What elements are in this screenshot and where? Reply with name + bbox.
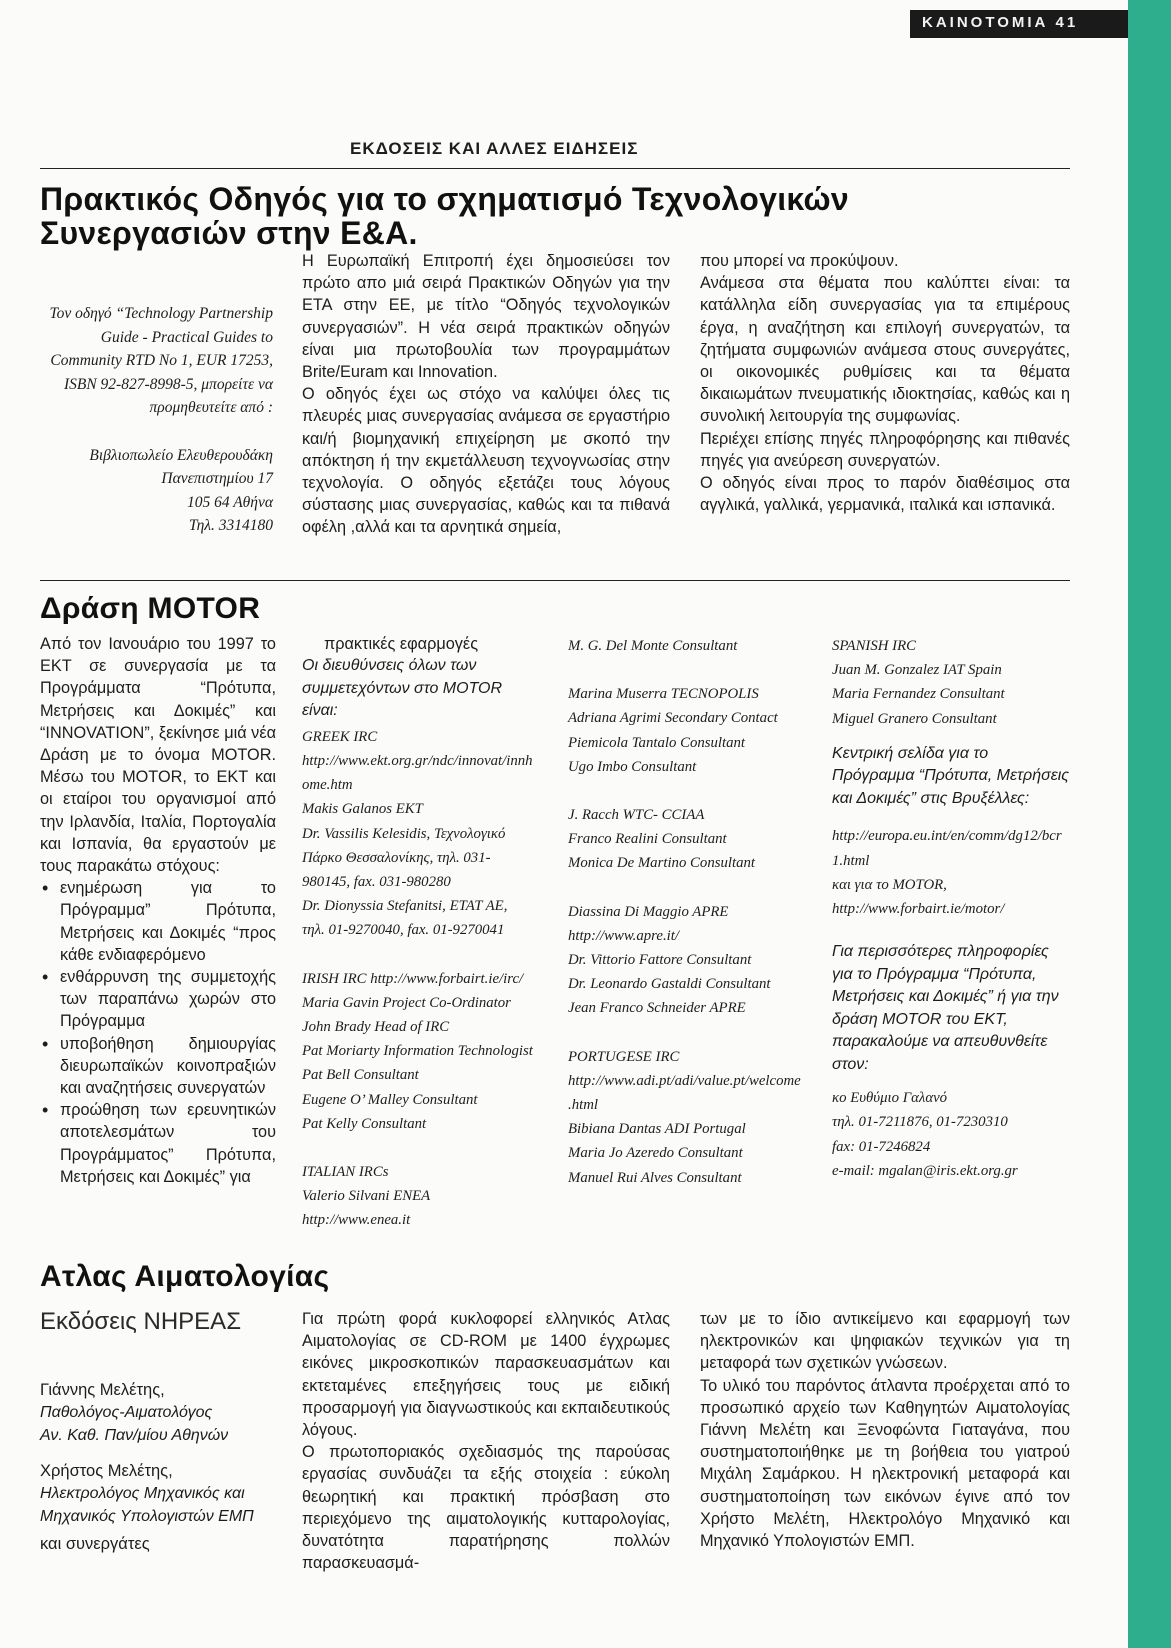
link[interactable]: http://europa.eu.int/en/comm/dg12/bcr bbox=[832, 828, 1062, 845]
goals-list bbox=[40, 877, 276, 1188]
link[interactable]: http://www.forbairt.ie/motor/ bbox=[832, 900, 1005, 917]
paragraph: που μπορεί να προκύψουν. bbox=[700, 252, 899, 270]
participants-list-a bbox=[302, 725, 542, 1233]
article-divider bbox=[40, 580, 1070, 581]
article2-column1 bbox=[40, 633, 276, 1188]
list-item: Piemicola Tantalo Consultant bbox=[568, 734, 746, 751]
list-item: Pat Kelly Consultant bbox=[302, 1115, 427, 1132]
list-item: Juan M. Gonzalez IAT Spain bbox=[832, 662, 1002, 679]
section-title: ΕΚΔΟΣΕΙΣ ΚΑΙ ΑΛΛΕΣ ΕΙΔΗΣΕΙΣ bbox=[350, 139, 639, 158]
participants-intro: Οι διευθύνσεις όλων των συμμετεχόντων στο MOTOR είναι: bbox=[302, 657, 503, 720]
list-item: Ugo Imbo Consultant bbox=[568, 758, 697, 775]
article2-column2 bbox=[302, 633, 542, 1233]
paragraph: Η Ευρωπαϊκή Επιτροπή έχει δημοσιεύσει τον πρώτο απο μιά σειρά Πρακτικών Οδηγών για την ΕΤΑ στην ΕΕ, με τίτλο “Οδηγός τεχνολογικών συνεργασιών”. Η νέα σειρά πρακτικών οδηγών είναι μια πρωτοβουλία των προγραμμάτων Brite/Euram και Innovation. bbox=[302, 252, 670, 382]
paragraph: Για πρώτη φορά κυκλοφορεί ελληνικός Ατλας Αιματολογίας σε CD-ROM με 1400 έγχρωμες εικόνες μικροσκοπικών παρασκευασμάτων και εκτεταμένες επεξηγήσεις τους με ειδική προσαρμογή για διαγνωστικούς και εκπαιδευτικούς λόγους. bbox=[302, 1310, 670, 1440]
list-item: Dr. Dionyssia Stefanitsi, ETAT AE, bbox=[302, 898, 508, 915]
paragraph: Ο πρωτοποριακός σχεδιασμός της παρούσας εργασίας συνδυάζει τα εξής στοιχεία : εύκολη θεωρητική και πρακτική πρόσβαση στο περιεχόμενο της αιματολογικής κυτταρολογίας, δυνατότητα παρατήρησης πολλών παρασκευασμά- bbox=[302, 1443, 670, 1573]
contact-fax: fax: 01-7246824 bbox=[832, 1138, 931, 1155]
author-role: Ηλεκτρολόγος Μηχανικός και bbox=[40, 1485, 245, 1502]
list-item: τηλ. 01-9270040, fax. 01-9270041 bbox=[302, 922, 505, 939]
sidebar-line: ISBN 92-827-8998-5, μπορείτε να bbox=[63, 375, 273, 393]
article3-column2 bbox=[700, 1308, 1070, 1552]
more-info-note: Για περισσότερες πληροφορίες για το Πρόγραμμα “Πρότυπα, Μετρήσεις και Δοκιμές” ή για την δράση MOTOR του ΕΚΤ, παρακαλούμε να απευθυνθείτε στον: bbox=[832, 943, 1059, 1073]
article3-column1 bbox=[302, 1308, 670, 1574]
paragraph: Ο οδηγός είναι προς το παρόν διαθέσιμος στα αγγλικά, γαλλικά, γερμανικά, ιταλικά και ισπανικά. bbox=[700, 474, 1070, 515]
list-item: • ενθάρρυνση της συμμετοχής των παραπάνω χωρών στο Πρόγραμμα bbox=[40, 966, 276, 1033]
list-item: 980145, fax. 031-980280 bbox=[302, 873, 451, 890]
list-item: http://www.enea.it bbox=[302, 1212, 411, 1229]
list-item: PORTUGESE IRC bbox=[568, 1048, 680, 1065]
list-item: John Brady Head of IRC bbox=[302, 1018, 450, 1035]
paragraph: Ανάμεσα στα θέματα που καλύπτει είναι: τα κατάλληλα είδη συνεργασίας για τα επιμέρους έργα, η αναζήτηση και επιλογή συνεργατών, τα ζητήματα συμφωνιών ανάμεσα στους συνεργάτες, οι οικονομικές ρυθμίσεις και τα θέματα δικαιωμάτων πνευματικής ιδιοκτησίας, καθώς και η συνολική λειτουργία της συμφωνίας. bbox=[700, 274, 1070, 426]
list-item: ome.htm bbox=[302, 777, 353, 794]
article1-column2 bbox=[700, 250, 1070, 516]
list-item: Manuel Rui Alves Consultant bbox=[568, 1169, 742, 1186]
main-page-note: Κεντρική σελίδα για το Πρόγραμμα “Πρότυπα, Μετρήσεις και Δοκιμές” στις Βρυξέλλες: bbox=[832, 744, 1070, 807]
list-item: Adriana Agrimi Secondary Contact bbox=[568, 710, 778, 727]
page-edge-color-strip bbox=[1128, 0, 1171, 1648]
links-list bbox=[832, 824, 1072, 921]
list-item: Pat Moriarty Information Technologist bbox=[302, 1043, 533, 1060]
motor-label: και για το MOTOR, bbox=[832, 876, 947, 893]
paragraph: Περιέχει επίσης πηγές πληροφόρησης και πιθανές πηγές για ανεύρεση συνεργατών. bbox=[700, 429, 1070, 470]
list-item: Dr. Leonardo Gastaldi Consultant bbox=[568, 976, 771, 993]
list-item: http://www.adi.pt/adi/value.pt/welcome bbox=[568, 1072, 801, 1089]
author-role: Μηχανικός Υπολογιστών ΕΜΠ bbox=[40, 1507, 254, 1525]
list-item: M. G. Del Monte Consultant bbox=[568, 638, 738, 654]
list-item: Marina Muserra TECNOPOLIS bbox=[568, 686, 759, 703]
paragraph: Ο οδηγός έχει ως στόχο να καλύψει όλες τις πλευρές μιας συνεργασίας ανάμεσα σε εργαστήριο και/ή βιομηχανική επιχείρηση με σκοπό την απόκτηση ή την εκμετάλλευση τεχνογνωσίας στην τεχνολογία. Ο οδηγός εξετάζει τους λόγους σύστασης μιας συνεργασίας, καθώς και τα πιθανά οφέλη ,αλλά και τα αρνητικά σημεία, bbox=[302, 385, 670, 537]
authors-block bbox=[40, 1378, 280, 1556]
list-item: GREEK IRC bbox=[302, 728, 378, 745]
section-rule bbox=[40, 168, 1070, 169]
article1-sidebar bbox=[30, 302, 273, 538]
list-item: .html bbox=[568, 1097, 599, 1114]
list-item: IRISH IRC http://www.forbairt.ie/irc/ bbox=[302, 970, 524, 987]
list-item: http://www.apre.it/ bbox=[568, 927, 679, 944]
list-item: • ενημέρωση για το Πρόγραμμα” Πρότυπα, Μετρήσεις και Δοκιμές “προς κάθε ενδιαφερόμενο bbox=[40, 877, 276, 966]
paragraph: Το υλικό του παρόντος άτλαντα προέρχεται από το προσωπικό αρχείο των Καθηγητών Αιματολογίας Γιάννη Μελέτη και Ξενοφώντα Γιαταγάνα, που συστηματοποιήθηκε με τη βοήθεια του γιατρού Μιχάλη Σαμάρκου. Η ηλεκτρονική μεταφορά και συστηματοποίηση των εικόνων έγινε από τον Χρήστο Μελέτη, Ηλεκτρολόγο Μηχανικό και Μηχανικό Υπολογιστών ΕΜΠ. bbox=[700, 1376, 1070, 1551]
contact-email[interactable]: e-mail: mgalan@iris.ekt.org.gr bbox=[832, 1162, 1018, 1179]
sidebar-line: Community RTD No 1, EUR 17253, bbox=[50, 352, 273, 369]
sidebar-address: 105 64 Αθήνα bbox=[186, 493, 273, 511]
list-item: Franco Realini Consultant bbox=[568, 831, 727, 848]
list-item: Maria Fernandez Consultant bbox=[832, 686, 1005, 703]
list-item: ITALIAN IRCs bbox=[302, 1163, 389, 1180]
list-item: Bibiana Dantas ADI Portugal bbox=[568, 1121, 746, 1138]
list-item: Eugene O’ Malley Consultant bbox=[302, 1091, 478, 1108]
sidebar-address: Πανεπιστημίου 17 bbox=[161, 470, 273, 487]
list-item: Πάρκο Θεσσαλονίκης, τηλ. 031- bbox=[302, 849, 491, 866]
list-item: Valerio Silvani ENEA bbox=[302, 1188, 431, 1205]
spanish-irc-list bbox=[832, 634, 1072, 731]
list-item: Maria Jo Azeredo Consultant bbox=[568, 1145, 743, 1162]
list-item: J. Racch WTC- CCIAA bbox=[568, 807, 705, 824]
article1-column1 bbox=[302, 250, 670, 539]
list-item: • υποβοήθηση δημιουργίας διευρωπαϊκών κοινοπραξιών και αναζητήσεις συνεργατών bbox=[40, 1033, 276, 1100]
author-role: Παθολόγος-Αιματολόγος bbox=[40, 1404, 213, 1421]
list-item: Dr. Vassilis Kelesidis, Τεχνολογικό bbox=[302, 825, 506, 842]
sidebar-line: προμηθευτείτε από : bbox=[149, 399, 273, 416]
list-item: SPANISH IRC bbox=[832, 638, 916, 654]
list-item: • προώθηση των ερευνητικών αποτελεσμάτων του Προγράμματος” Πρότυπα, Μετρήσεις και Δοκιμές” για bbox=[40, 1099, 276, 1188]
list-item: Monica De Martino Consultant bbox=[568, 855, 756, 872]
article1-headline-line1: Πρακτικός Οδηγός για το σχηματισμό Τεχνολογικών bbox=[40, 181, 849, 217]
running-header: ΚΑΙΝΟΤΟΜΙΑ 41 bbox=[922, 14, 1079, 31]
list-item: Pat Bell Consultant bbox=[302, 1067, 419, 1084]
participants-list-b bbox=[568, 634, 808, 1190]
list-item: Jean Franco Schneider APRE bbox=[568, 1000, 746, 1017]
list-item: Makis Galanos EKT bbox=[302, 801, 423, 818]
article1-headline-line2: Συνεργασιών στην Ε&Α. bbox=[40, 215, 418, 251]
sidebar-line: Τον οδηγό “Technology Partnership bbox=[49, 305, 273, 322]
paragraph: των με το ίδιο αντικείμενο και εφαρμογή των ηλεκτρονικών και ψηφιακών τεχνικών για τη μεταφορά των σχετικών γνώσεων. bbox=[700, 1310, 1070, 1373]
author-name: Γιάννης Μελέτης, bbox=[40, 1381, 165, 1399]
paragraph-continuation: πρακτικές εφαρμογές bbox=[324, 635, 479, 653]
link[interactable]: 1.html bbox=[832, 852, 870, 869]
list-item: Maria Gavin Project Co-Ordinator bbox=[302, 994, 511, 1011]
article3-headline: Ατλας Αιματολογίας bbox=[40, 1260, 330, 1293]
paragraph: Από τον Ιανουάριο του 1997 το ΕΚΤ σε συνεργασία με τα Προγράμματα “Πρότυπα, Μετρήσεις και Δοκιμές” και “INNOVATION”, ξεκίνησε μιά νέα Δράση με το όνομα MOTOR. Μέσω του MOTOR, το ΕΚΤ και οι εταίροι του οργανισμοί από την Ιρλανδία, Ιταλία, Πορτογαλία και Ισπανία, θα εργαστούν με τους παρακάτω στόχους: bbox=[40, 635, 276, 876]
sidebar-phone: Τηλ. 3314180 bbox=[188, 517, 273, 534]
article2-headline: Δράση MOTOR bbox=[40, 592, 261, 625]
sidebar-address: Βιβλιοπωλείο Ελευθερουδάκη bbox=[89, 446, 273, 464]
contact-name: κο Ευθύμιο Γαλανό bbox=[832, 1090, 948, 1107]
list-item: Dr. Vittorio Fattore Consultant bbox=[568, 952, 752, 969]
contact-phone: τηλ. 01-7211876, 01-7230310 bbox=[832, 1114, 1008, 1131]
article2-column4 bbox=[832, 634, 1072, 1183]
contact-list bbox=[832, 1086, 1072, 1183]
list-item: Miguel Granero Consultant bbox=[832, 710, 997, 727]
list-item: Diassina Di Maggio APRE bbox=[568, 903, 729, 920]
publisher-name: Εκδόσεις ΝΗΡΕΑΣ bbox=[40, 1308, 242, 1335]
collaborators-note: και συνεργάτες bbox=[40, 1535, 150, 1553]
author-role: Αν. Καθ. Παν/μίου Αθηνών bbox=[40, 1426, 229, 1444]
list-item: http://www.ekt.org.gr/ndc/innovat/innh bbox=[302, 752, 533, 769]
sidebar-line: Guide - Practical Guides to bbox=[100, 328, 273, 346]
author-name: Χρήστος Μελέτης, bbox=[40, 1462, 173, 1480]
